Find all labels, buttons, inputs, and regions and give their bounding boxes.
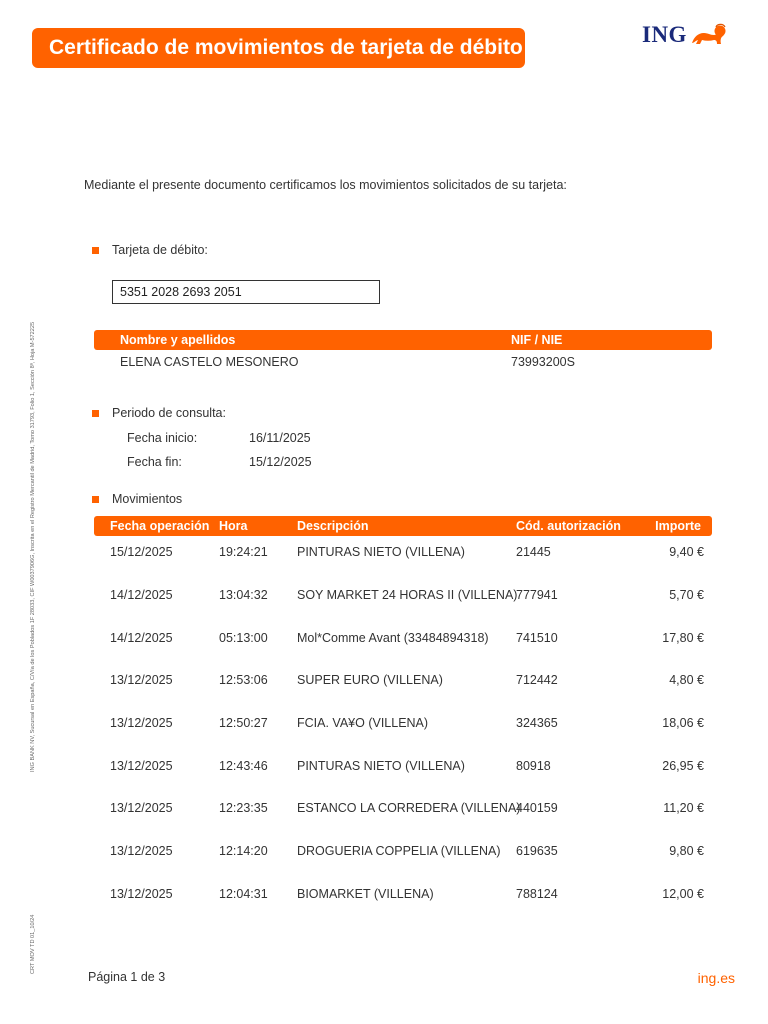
cell-date: 15/12/2025 <box>110 545 173 560</box>
table-row <box>94 616 712 659</box>
cell-amount: 11,20 € <box>663 801 704 816</box>
cell-auth: 712442 <box>516 673 558 688</box>
logo-text: ING <box>642 22 687 47</box>
name-header: Nombre y apellidos <box>120 333 236 347</box>
table-row <box>94 702 712 745</box>
cell-time: 12:50:27 <box>219 716 268 731</box>
cell-date: 13/12/2025 <box>110 886 173 901</box>
cell-time: 12:23:35 <box>219 801 268 816</box>
holder-header <box>94 330 712 350</box>
cell-time: 12:43:46 <box>219 758 268 773</box>
table-row <box>94 830 712 873</box>
cell-time: 12:04:31 <box>219 886 268 901</box>
start-value: 16/11/2025 <box>249 431 311 445</box>
cell-auth: 741510 <box>516 630 558 645</box>
page-title: Certificado de movimientos de tarjeta de débito <box>32 28 525 68</box>
cell-auth: 788124 <box>516 886 558 901</box>
cell-date: 14/12/2025 <box>110 630 173 645</box>
cell-desc: SOY MARKET 24 HORAS II (VILLENA) <box>297 588 518 603</box>
table-row <box>94 574 712 617</box>
movements-label: Movimientos <box>112 492 183 506</box>
cell-date: 13/12/2025 <box>110 801 173 816</box>
cell-amount: 9,40 € <box>669 545 704 560</box>
cell-time: 05:13:00 <box>219 630 268 645</box>
table-row <box>94 744 712 787</box>
cell-auth: 619635 <box>516 844 558 859</box>
end-label: Fecha fin: <box>127 455 182 469</box>
col-date-header: Fecha operación <box>110 519 210 533</box>
col-desc-header: Descripción <box>297 519 369 533</box>
document-code: CRT MOV TD 01_10/24 <box>30 914 36 974</box>
cell-amount: 9,80 € <box>669 844 704 859</box>
card-number-box <box>112 280 380 304</box>
cell-time: 12:14:20 <box>219 844 268 859</box>
card-section <box>92 243 208 257</box>
cell-date: 14/12/2025 <box>110 588 173 603</box>
cell-auth: 324365 <box>516 716 558 731</box>
cell-time: 12:53:06 <box>219 673 268 688</box>
cell-amount: 17,80 € <box>662 630 704 645</box>
table-row <box>94 659 712 702</box>
col-time-header: Hora <box>219 519 248 533</box>
cell-amount: 18,06 € <box>662 716 704 731</box>
cell-date: 13/12/2025 <box>110 673 173 688</box>
cell-time: 19:24:21 <box>219 545 268 560</box>
table-row <box>94 873 712 916</box>
cell-amount: 5,70 € <box>669 588 704 603</box>
table-row <box>94 787 712 830</box>
ing-logo <box>642 22 726 48</box>
cell-date: 13/12/2025 <box>110 844 173 859</box>
card-number: 5351 2028 2693 2051 <box>120 285 242 299</box>
cell-auth: 777941 <box>516 588 558 603</box>
bullet-icon <box>92 410 99 417</box>
holder-row <box>94 352 712 372</box>
col-amount-header: Importe <box>655 519 701 533</box>
cell-amount: 12,00 € <box>662 886 704 901</box>
cell-date: 13/12/2025 <box>110 716 173 731</box>
cell-desc: SUPER EURO (VILLENA) <box>297 673 443 688</box>
legal-notice: ING BANK NV, Sucursal en España, C/Vía de los Poblados 1F 28033, CIF W0037906G, Inscrita en el Registro Mercantil de Madrid, Tomo 31793, Folio 1, Sección 8ª, Hoja M-572225 <box>30 321 36 772</box>
nif-header: NIF / NIE <box>511 333 563 347</box>
intro-text: Mediante el presente documento certificamos los movimientos solicitados de su tarjeta: <box>84 178 567 192</box>
cell-amount: 4,80 € <box>669 673 704 688</box>
cell-desc: BIOMARKET (VILLENA) <box>297 886 434 901</box>
cell-time: 13:04:32 <box>219 588 268 603</box>
movements-table <box>94 531 712 915</box>
bullet-icon <box>92 247 99 254</box>
card-label: Tarjeta de débito: <box>112 243 208 257</box>
start-label: Fecha inicio: <box>127 431 198 445</box>
cell-desc: PINTURAS NIETO (VILLENA) <box>297 545 465 560</box>
period-label: Periodo de consulta: <box>112 406 226 420</box>
table-row <box>94 531 712 574</box>
bullet-icon <box>92 496 99 503</box>
cell-desc: PINTURAS NIETO (VILLENA) <box>297 758 465 773</box>
site-link[interactable]: ing.es <box>697 970 735 986</box>
end-value: 15/12/2025 <box>249 455 312 469</box>
holder-nif: 73993200S <box>511 355 575 369</box>
page-number: Página 1 de 3 <box>88 970 166 984</box>
cell-desc: FCIA. VA¥O (VILLENA) <box>297 716 429 731</box>
lion-icon <box>690 23 726 47</box>
cell-desc: Mol*Comme Avant (33484894318) <box>297 630 489 645</box>
period-section <box>92 406 226 420</box>
cell-auth: 80918 <box>516 758 551 773</box>
cell-desc: ESTANCO LA CORREDERA (VILLENA) <box>297 801 521 816</box>
cell-amount: 26,95 € <box>662 758 704 773</box>
cell-desc: DROGUERIA COPPELIA (VILLENA) <box>297 844 501 859</box>
cell-auth: 440159 <box>516 801 558 816</box>
col-auth-header: Cód. autorización <box>516 519 621 533</box>
cell-date: 13/12/2025 <box>110 758 173 773</box>
cell-auth: 21445 <box>516 545 551 560</box>
movements-section <box>92 492 182 506</box>
holder-name: ELENA CASTELO MESONERO <box>120 355 299 369</box>
